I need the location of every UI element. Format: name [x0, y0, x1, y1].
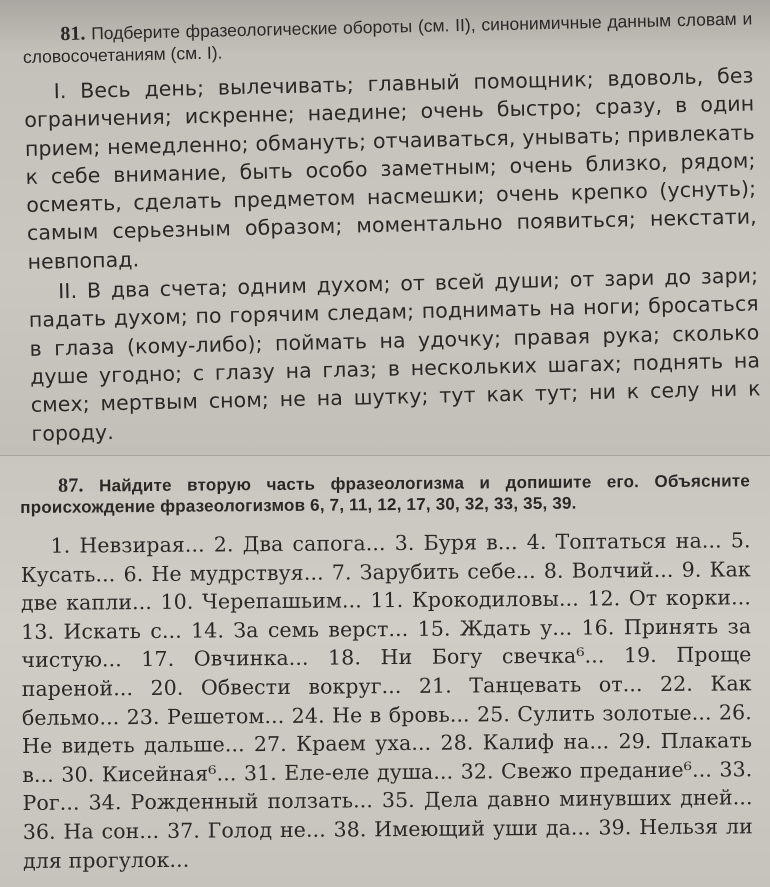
exercise-81 [22, 0, 762, 448]
exercise-87 [20, 470, 753, 875]
exercise-87-number: 87. [57, 474, 84, 497]
exercise-81-task-text: Подберите фразеологические обороты (см. II), синонимичные данным словам и словосочетаниям (см. I). [22, 8, 753, 67]
exercise-87-task-text: Найдите вторую часть фразеологизма и допишите его. Объясните происхождение фразеологизмов 6, 7, 11, 12, 17, 30, 32, 33, 35, 39. [20, 471, 751, 517]
exercise-87-items: 1. Невзирая... 2. Два сапога... 3. Буря в... 4. Топтаться на... 5. Кусать... 6. Не мудрствуя... 7. Зарубить себе... 8. Волчий... 9. Как две капли... 10. Черепашьим... 11. Крокодиловы... 12. От корки... 13. Искать с... 14. За семь верст... 15. Ждать у... 16. Принять за чистую... 17. Овчинка... 18. Ни Богу свечка⁶... 19. Проще пареной... 20. Обвести вокруг... 21. Танцевать от... 22. Как бельмо... 23. Решетом... 24. Не в бровь... 25. Сулить золотые... 26. Не видеть дальше... 27. Краем уха... 28. Калиф на... 29. Плакать в... 30. Кисейная⁶... 31. Еле-еле душа... 32. Свежо предание⁶... 33. Рог... 34. Рожденный ползать... 35. Дела давно минувших дней... 36. На сон... 37. Голод не... 38. Имеющий уши да... 39. Нельзя ли для прогулок... [20, 528, 753, 873]
exercise-81-number: 81. [60, 22, 86, 46]
exercise-87-task [20, 470, 750, 518]
exercise-81-part-1: I. Весь день; вылечивать; главный помощник; вдоволь, без ограничения; искренне; наедине; очень быстро; сразу, в один прием; немедленно; обмануть; отчаиваться, унывать; привлекать к себе внимание, быть особо заметным; очень близко, рядом; осмеять, сделать предметом насмешки; очень крепко (уснуть); самым серьезным образом; моментально появиться; некстати, невпопад. [24, 63, 758, 274]
exercise-81-part-2: II. В два счета; одним духом; от всей души; от зари до зари; падать духом; по горячим следам; поднимать на ноги; бросаться в глаза (кому-либо); поймать на удочку; правая рука; сколько душе угодно; с глазу на глаз; в нескольких шагах; поднять на смех; мертвым сном; не на шутку; тут как тут; ни к селу ни к городу. [28, 263, 761, 446]
